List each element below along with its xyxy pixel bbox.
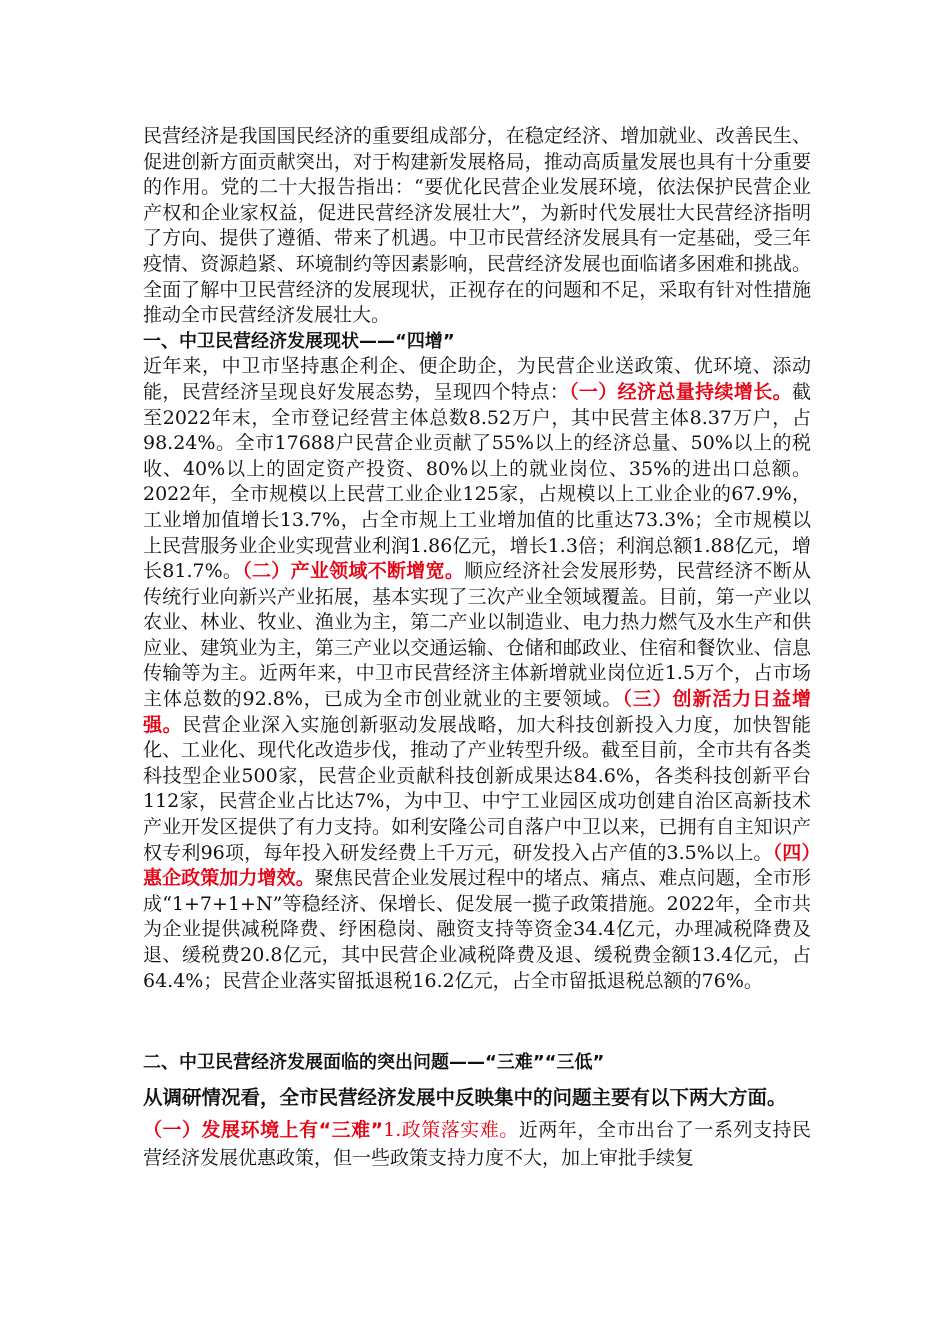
section2-lead: 从调研情况看，全市民营经济发展中反映集中的问题主要有以下两大方面。 [143,1086,787,1110]
section2-paragraph [143,1116,811,1172]
highlight-industry-widening: （二）产业领域不断增宽。 [242,560,465,583]
highlight-economy-growth: （一）经济总量持续增长。 [569,380,792,403]
section1-heading: 一、中卫民营经济发展现状——“四增” [143,330,455,352]
section1-text-2: 截至2022年末，全市登记经营主体总数8.52万户，其中民营主体8.37万户，占98.24%。全市17688户民营企业贡献了55%以上的经济总量、50%以上的税收、40%以上的固定资产投资、80%以上的就业岗位、35%的进出口总额。2022年，全市规模以上民营工业企业125家，占规模以上工业企业的67.9%，工业增加值增长13.7%，占全市规上工业增加值的比重达73.3%；全市规模以上民营服务业企业实现营业利润1.86亿元，增长1.3倍；利润总额1.88亿元，增长81.7%。 [143,380,811,583]
highlight-three-difficulties: （一）发展环境上有“三难” [143,1119,384,1142]
section2-text-1: 近两年，全市出台了一系列支持民营经济发展优惠政策，但一些政策支持力度不大，加上审批手续复 [143,1119,811,1170]
section1-text-4: 民营企业深入实施创新驱动发展战略，加大科技创新投入力度，加快智能化、工业化、现代化改造步伐，推动了产业转型升级。截至目前，全市共有各类科技型企业500家，民营企业贡献科技创新成果达84.6%，各类科技创新平台112家，民营企业占比达7%，为中卫、中宁工业园区成功创建自治区高新技术产业开发区提供了有力支持。如利安隆公司自落户中卫以来，已拥有自主知识产权专利96项，每年投入研发经费上千万元，研发投入占产值的3.5%以上。 [143,713,811,864]
section1-paragraph [143,354,811,994]
section1-text-5: 聚焦民营企业发展过程中的堵点、痛点、难点问题，全市形成“1+7+1+N”等稳经济、保增长、促发展一揽子政策措施。2022年，全市共为企业提供减税降费、纾困稳岗、融资支持等资金34.4亿元，办理减税降费及退、缓税费20.8亿元，其中民营企业减税降费及退、缓税费金额13.4亿元，占64.4%；民营企业落实留抵退税16.2亿元，占全市留抵退税总额的76%。 [143,867,811,992]
section-gap [143,994,811,1046]
section1-text-3: 顺应经济社会发展形势，民营经济不断从传统行业向新兴产业拓展，基本实现了三次产业全领域覆盖。目前，第一产业以农业、林业、牧业、渔业为主，第二产业以制造业、电力热力燃气及水生产和供应业、建筑业为主，第三产业以交通运输、仓储和邮政业、住宿和餐饮业、信息传输等为主。近两年来，中卫市民营经济主体新增就业岗位近1.5万个，占市场主体总数的92.8%，已成为全市创业就业的主要领域。 [143,560,811,711]
intro-paragraph: 民营经济是我国国民经济的重要组成部分，在稳定经济、增加就业、改善民生、促进创新方面贡献突出，对于构建新发展格局，推动高质量发展也具有十分重要的作用。党的二十大报告指出：“要优化民营企业发展环境，依法保护民营企业产权和企业家权益，促进民营经济发展壮大”，为新时代发展壮大民营经济指明了方向、提供了遵循、带来了机遇。中卫市民营经济发展具有一定基础，受三年疫情、资源趋紧、环境制约等因素影响，民营经济发展也面临诸多困难和挑战。全面了解中卫民营经济的发展现状，正视存在的问题和不足，采取有针对性措施推动全市民营经济发展壮大。 [143,125,811,327]
section2-heading: 二、中卫民营经济发展面临的突出问题——“三难”“三低” [143,1052,605,1074]
highlight-innovation: （三）创新活力日益增强。 [143,688,811,736]
section1-text-1: 近年来，中卫市坚持惠企利企、便企助企，为民营企业送政策、优环境、添动能，民营经济呈现良好发展态势，呈现四个特点： [143,355,811,403]
highlight-policy: （四）惠企政策加力增效。 [143,841,811,890]
document-body [143,124,811,1172]
highlight-policy-implementation: 1.政策落实难。 [383,1119,519,1142]
